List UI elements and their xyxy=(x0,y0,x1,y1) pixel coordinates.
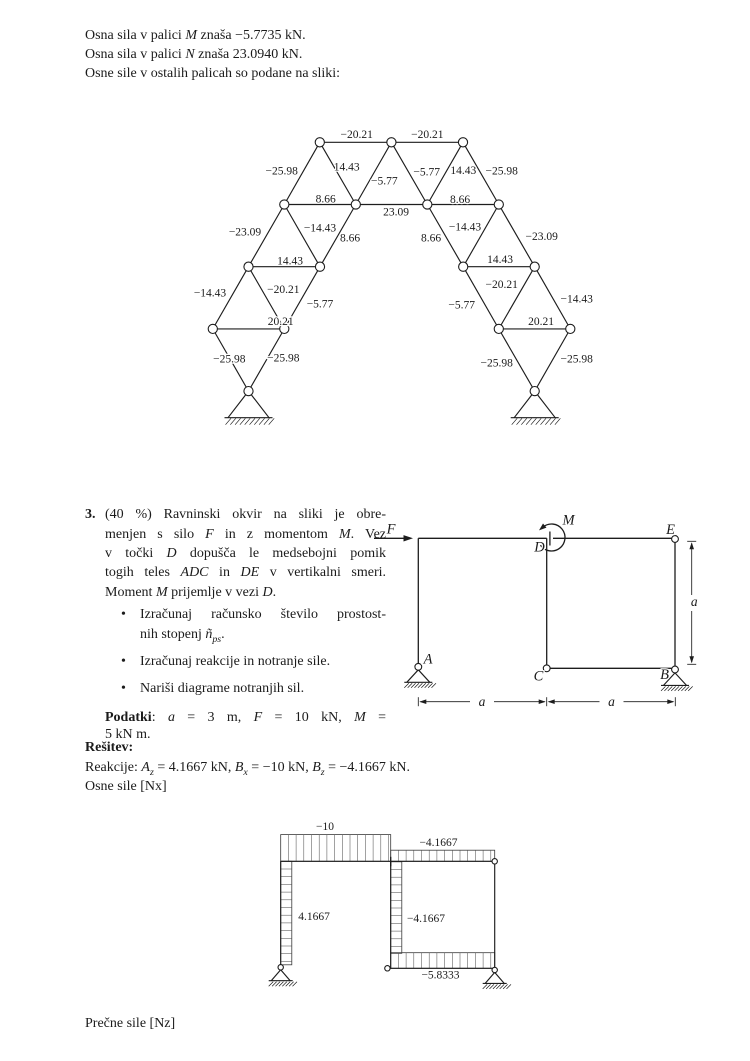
text-segment: Podatki xyxy=(105,710,152,725)
text-segment: Osna sila v palici xyxy=(85,47,186,62)
text-segment: M xyxy=(155,584,168,600)
text-segment: z xyxy=(320,766,325,778)
text-segment: menjen s silo xyxy=(105,526,206,542)
member-force-label: −20.21 xyxy=(411,129,444,141)
hinge-circle xyxy=(415,663,422,670)
member-force-label: −23.09 xyxy=(525,231,558,243)
member-force-label: −20.21 xyxy=(485,279,518,291)
member-force-label: −5.77 xyxy=(370,175,398,188)
text-segment: Reakcije: xyxy=(85,760,142,775)
text-segment: prijemlje v vezi xyxy=(167,584,263,600)
member-force-label: −25.98 xyxy=(267,352,300,365)
force-value-label: −4.1667 xyxy=(419,837,458,849)
force-value-label: −10 xyxy=(316,821,334,833)
text-segment: N xyxy=(185,47,195,62)
node-letter-label: E xyxy=(666,522,675,538)
text-segment: M xyxy=(354,710,366,725)
support-leg xyxy=(281,970,291,981)
text-segment: . xyxy=(272,584,277,600)
support-hatch xyxy=(235,418,241,424)
support-hatch xyxy=(512,418,518,424)
truss-node xyxy=(458,138,467,147)
text-segment: B xyxy=(234,760,244,775)
member-force-label: 8.66 xyxy=(315,193,336,206)
frame-figure xyxy=(0,500,750,720)
member-force-label: −25.98 xyxy=(560,353,593,366)
arrowhead-icon xyxy=(419,699,426,704)
force-box xyxy=(391,862,402,954)
support-leg xyxy=(407,670,419,683)
force-label: F xyxy=(386,521,396,538)
hinge-circle xyxy=(492,967,497,972)
arrowhead-icon xyxy=(548,699,555,704)
osne-sile-heading xyxy=(85,779,167,795)
truss-node xyxy=(494,324,503,333)
support-hatch xyxy=(521,418,527,424)
bullet-marker: • xyxy=(121,654,126,669)
node-letter-label: D xyxy=(534,539,545,556)
text-segment: M xyxy=(185,28,197,43)
text-segment: B xyxy=(312,760,321,775)
truss-node xyxy=(351,200,360,209)
force-box xyxy=(281,835,391,862)
text-segment: ñ xyxy=(205,626,213,642)
hinge-circle xyxy=(672,666,679,673)
truss-node xyxy=(566,324,575,333)
member-force-label: −14.43 xyxy=(303,222,337,235)
truss-node xyxy=(244,387,253,396)
text-segment: dopušča le medsebojni pomik xyxy=(176,546,386,561)
text-segment: Izračunaj računsko število prostost- xyxy=(140,607,386,622)
member-force-label: −23.09 xyxy=(228,226,262,239)
text-segment: v točki xyxy=(105,546,167,561)
text-segment: Moment xyxy=(105,584,156,600)
problem-number: 3. xyxy=(85,507,96,522)
member-force-label: −20.21 xyxy=(267,284,300,296)
text-segment: Prečne sile [Nz] xyxy=(85,1016,176,1031)
text-segment: Osna sila v palici xyxy=(85,28,186,43)
support-hatch xyxy=(240,418,246,424)
text-segment: znaša 23.0940 kN. xyxy=(194,47,303,62)
text-segment: ps xyxy=(212,633,222,645)
support-hatch xyxy=(230,418,236,424)
text-segment: M xyxy=(339,526,351,542)
member-force-label: −14.43 xyxy=(448,221,482,234)
text-segment: togih teles xyxy=(105,565,181,580)
member-force-label: 14.43 xyxy=(277,255,303,268)
arrowhead-icon xyxy=(689,542,694,549)
support-hatch xyxy=(545,418,551,424)
text-segment: D xyxy=(166,546,177,561)
truss-node xyxy=(315,262,324,271)
truss-node xyxy=(387,138,396,147)
text-segment: = −10 kN, xyxy=(247,760,313,775)
support-hatch xyxy=(259,418,265,424)
support-hatch xyxy=(526,418,532,424)
member-force-label: 23.09 xyxy=(383,206,409,219)
support-hatch xyxy=(536,418,542,424)
hinge-circle xyxy=(385,966,390,971)
text-segment: Izračunaj reakcije in notranje sile. xyxy=(140,654,331,669)
support-hatch xyxy=(250,418,256,424)
text-segment: Osne sile [Nx] xyxy=(85,779,167,794)
member-force-label: −5.77 xyxy=(413,166,441,179)
hinge-circle xyxy=(492,859,497,864)
support-leg xyxy=(271,970,281,981)
text-segment: : xyxy=(151,710,168,725)
node-letter-label: B xyxy=(660,667,669,683)
member-force-label: 20.21 xyxy=(528,316,554,328)
resitev-heading xyxy=(85,740,133,756)
text-segment: a xyxy=(167,710,175,725)
truss-node xyxy=(494,200,503,209)
support-hatch xyxy=(264,418,270,424)
hinge-circle xyxy=(543,665,550,672)
support-hatch xyxy=(226,418,232,424)
dim-label: a xyxy=(690,594,698,609)
force-value-label: −4.1667 xyxy=(406,913,446,925)
text-segment: z xyxy=(149,766,154,778)
text-segment: znaša −5.7735 kN. xyxy=(196,28,306,43)
truss-node xyxy=(315,138,324,147)
text-segment: Nariši diagrame notranjih sil. xyxy=(140,681,305,696)
member-force-label: 20.21 xyxy=(267,316,294,328)
text-segment: = 4.1667 kN, xyxy=(153,760,235,775)
support-hatch xyxy=(245,418,251,424)
text-segment: A xyxy=(141,760,150,775)
truss-node xyxy=(244,262,253,271)
member-force-label: 14.43 xyxy=(450,165,477,177)
support-leg xyxy=(675,673,687,686)
text-segment: (40 %) Ravninski okvir na sliki je obre- xyxy=(105,507,386,522)
dim-label: a xyxy=(478,694,486,710)
text-segment: in z momentom xyxy=(213,526,339,542)
support-leg xyxy=(495,972,505,983)
text-segment: Osne sile v ostalih palicah so podane na sliki: xyxy=(85,66,341,81)
truss-node xyxy=(208,324,217,333)
member-force-label: 8.66 xyxy=(420,232,442,245)
arrowhead-icon xyxy=(667,699,674,704)
member-force-label: −25.98 xyxy=(480,357,513,370)
member-force-label: −5.77 xyxy=(306,298,334,311)
node-letter-label: C xyxy=(533,668,544,685)
support-hatch xyxy=(550,418,556,424)
force-value-label: 4.1667 xyxy=(298,911,330,923)
axial-force-figure xyxy=(0,806,750,1008)
text-segment: D xyxy=(262,584,273,600)
member-force-label: 14.43 xyxy=(487,254,513,266)
moment-label: M xyxy=(562,512,575,529)
text-segment: 5 kN m. xyxy=(105,727,151,742)
truss-figure xyxy=(0,0,750,470)
member-force-label: −25.98 xyxy=(485,165,518,178)
text-segment: = −4.1667 kN. xyxy=(324,760,411,775)
text-segment: DE xyxy=(240,565,260,580)
bullet-marker: • xyxy=(121,607,126,622)
member-force-label: −14.43 xyxy=(560,293,593,306)
arrowhead-icon xyxy=(689,656,694,663)
member-force-label: −20.21 xyxy=(340,129,373,141)
text-segment: = 10 kN, xyxy=(262,710,355,725)
truss-member xyxy=(356,142,392,204)
text-segment: = xyxy=(365,710,387,725)
support-hatch xyxy=(555,418,561,424)
hinge-circle xyxy=(278,965,283,970)
bullet-marker: • xyxy=(121,681,126,696)
member-force-label: −5.77 xyxy=(448,299,476,312)
member-force-label: −25.98 xyxy=(265,165,298,178)
node-letter-label: A xyxy=(423,651,433,668)
text-segment: v vertikalni smeri. xyxy=(259,565,387,580)
truss-node xyxy=(530,387,539,396)
member-force-label: 8.66 xyxy=(449,194,471,206)
text-segment: x xyxy=(243,766,248,778)
text-segment: Rešitev: xyxy=(85,740,134,755)
support-hatch xyxy=(541,418,547,424)
text-segment: in xyxy=(208,565,241,580)
truss-node xyxy=(459,262,468,271)
support-hatch xyxy=(531,418,537,424)
text-segment: = 3 m, xyxy=(174,710,254,725)
reactions-line xyxy=(85,760,410,778)
truss-node xyxy=(530,262,539,271)
member-force-label: −14.43 xyxy=(193,287,227,300)
truss-member xyxy=(463,267,499,329)
text-segment: ADC xyxy=(180,565,209,580)
support-hatch xyxy=(254,418,259,424)
arrowhead-icon xyxy=(539,699,546,704)
truss-node xyxy=(280,200,289,209)
text-segment: F xyxy=(253,710,263,725)
arrowhead-icon xyxy=(404,535,414,541)
member-force-label: 8.66 xyxy=(339,232,361,245)
member-force-label: 14.43 xyxy=(333,161,360,174)
support-hatch xyxy=(269,418,275,424)
precne-sile-heading xyxy=(85,1016,175,1032)
member-force-label: −25.98 xyxy=(213,353,246,366)
dim-label: a xyxy=(608,694,615,710)
text-segment: . Vez xyxy=(350,526,386,542)
text-segment: . xyxy=(221,626,225,642)
text-segment: F xyxy=(205,526,214,542)
text-segment: nih stopenj xyxy=(140,626,206,642)
arrowhead-icon xyxy=(539,523,546,530)
truss-node xyxy=(423,200,432,209)
force-value-label: −5.8333 xyxy=(421,969,460,982)
support-leg xyxy=(418,670,430,683)
support-hatch xyxy=(517,418,523,424)
support-leg xyxy=(485,972,495,983)
